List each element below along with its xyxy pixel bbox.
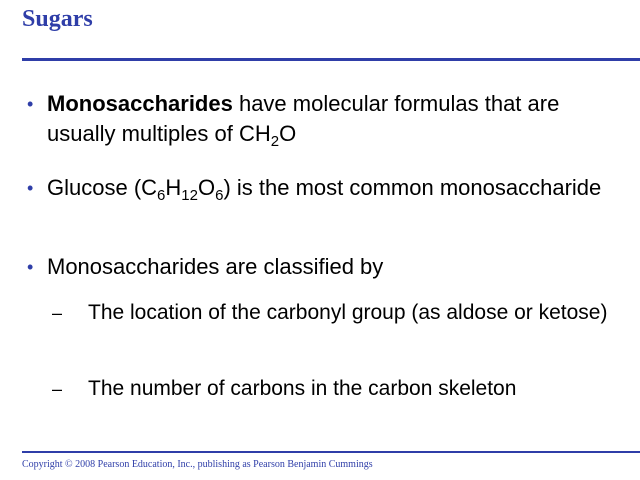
slide-title: Sugars [22,6,93,32]
bullet-marker: • [27,178,34,198]
sub-bullet-marker: – [52,303,63,323]
footer-rule [22,451,640,453]
bullet-monosaccharides-formula: Monosaccharides have molecular formulas that are usually multiples of $CH_2O$ [47,91,560,150]
bullet-marker: • [27,94,34,114]
bullet-glucose: Glucose $(C_6H_{12}O_6)$ is the most common monosaccharide [47,175,602,204]
sub-bullet-marker: – [52,379,63,399]
sub-bullet-carbonyl-location: The location of the carbonyl group (as aldose or ketose) [88,301,608,324]
copyright-notice: Copyright © 2008 Pearson Education, Inc., publishing as Pearson Benjamin Cummings [22,459,373,470]
bold-term: Monosaccharides [47,91,233,116]
bullet-marker: • [27,257,34,277]
bullet-classified-by: Monosaccharides are classified by [47,254,384,279]
sub-bullet-carbon-count: The number of carbons in the carbon skeleton [88,377,517,400]
